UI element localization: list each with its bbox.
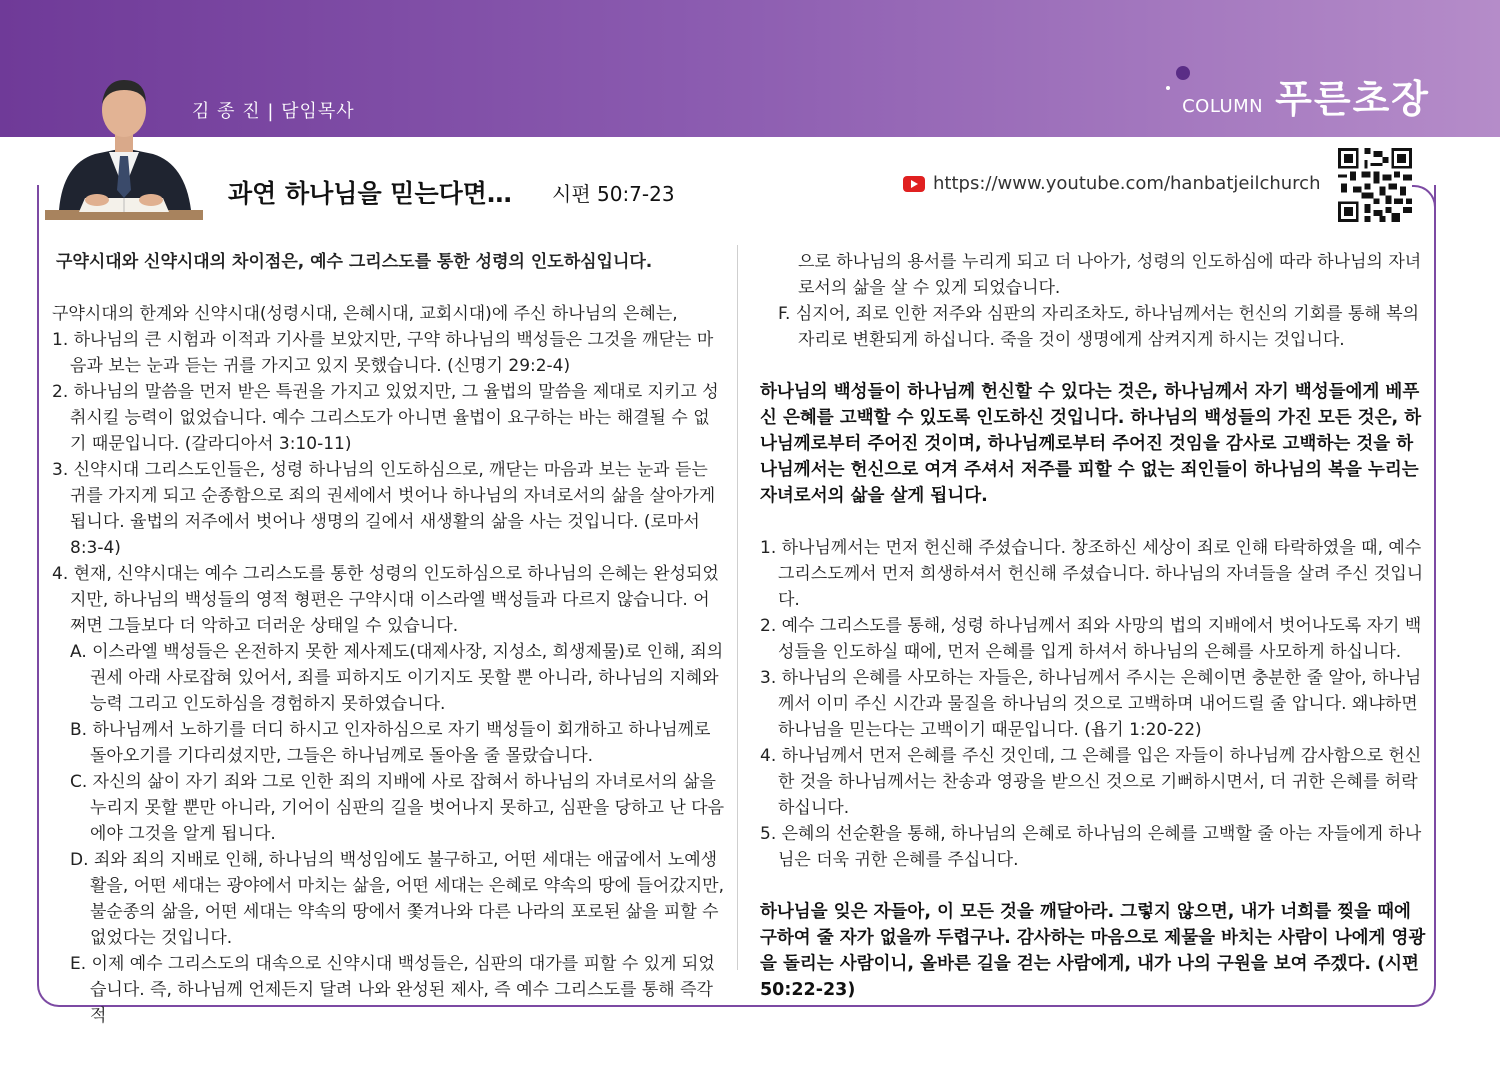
column-badge <box>1182 68 1430 123</box>
lead-sentence: 구약시대와 신약시대의 차이점은, 예수 그리스도를 통한 성령의 인도하심입니다. <box>56 252 653 272</box>
sub-list-item: E. 이제 예수 그리스도의 대속으로 신약시대 백성들은, 심판의 대가를 피할 수 있게 되었습니다. 즉, 하나님께 언제든지 달려 나와 완성된 제사, 즉 예수 그리스도를 통해 즉각적 <box>70 954 715 1026</box>
list-item: 2. 하나님의 말씀을 먼저 받은 특권을 가지고 있었지만, 그 율법의 말씀을 제대로 지키고 성취시킬 능력이 없었습니다. 예수 그리스도가 아니면 율법이 요구하는 바는 해결될 수 없기 때문입니다. (갈라디아서 3:10-11) <box>52 382 719 454</box>
youtube-url[interactable]: https://www.youtube.com/hanbatjeilchurch <box>933 173 1321 194</box>
list-item: 2. 예수 그리스도를 통해, 성령 하나님께서 죄와 사망의 법의 지배에서 벗어나도록 자기 백성들을 인도하실 때에, 먼저 은혜를 입게 하셔서 하나님의 은혜를 사모하게 하십니다. <box>760 616 1422 662</box>
scripture-reference: 시편 50:7-23 <box>552 182 675 206</box>
column-divider <box>737 245 738 970</box>
sermon-title: 과연 하나님을 믿는다면… <box>228 179 512 208</box>
list-item: 1. 하나님의 큰 시험과 이적과 기사를 보았지만, 구약 하나님의 백성들은 그것을 깨닫는 마음과 보는 눈과 듣는 귀를 가지고 있지 못했습니다. (신명기 29:2-4) <box>52 330 714 376</box>
author-name: 김 종 진 | 담임목사 <box>192 101 355 122</box>
column-label: COLUMN <box>1182 96 1264 117</box>
intro-line: 구약시대의 한계와 신약시대(성령시대, 은혜시대, 교회시대)에 주신 하나님의 은혜는, <box>52 304 678 324</box>
list-item: 4. 현재, 신약시대는 예수 그리스도를 통한 성령의 인도하심으로 하나님의 은혜는 완성되었지만, 하나님의 백성들의 영적 형편은 구약시대 이스라엘 백성들과 다르지 않습니다. 어쩌면 그들보다 더 악하고 더러운 상태일 수 있습니다. <box>52 564 719 636</box>
sub-list-item: C. 자신의 삶이 자기 죄와 그로 인한 죄의 지배에 사로 잡혀서 하나님의 자녀로서의 삶을 누리지 못할 뿐만 아니라, 기어이 심판의 길을 벗어나지 못하고, 심판을 당하고 난 다음에야 그것을 알게 됩니다. <box>70 772 725 844</box>
sub-list-item: F. 심지어, 죄로 인한 저주와 심판의 자리조차도, 하나님께서는 헌신의 기회를 통해 복의 자리로 변환되게 하십니다. 죽을 것이 생명에게 삼켜지게 하시는 것입니다. <box>778 304 1420 350</box>
list-item: 3. 하나님의 은혜를 사모하는 자들은, 하나님께서 주시는 은혜이면 충분한 줄 알아, 하나님께서 이미 주신 시간과 물질을 하나님의 것으로 고백하며 내어드릴 줄 압니다. 왜냐하면 하나님을 믿는다는 고백이기 때문입니다. (욥기 1:20-22) <box>760 668 1422 740</box>
closing-quote: 하나님을 잊은 자들아, 이 모든 것을 깨달아라. 그렇지 않으면, 내가 너희를 찢을 때에 구하여 줄 자가 없을까 두렵구나. 감사하는 마음으로 제물을 바치는 사람이 나에게 영광을 돌리는 사람이니, 올바른 길을 걷는 사람에게, 내가 나의 구원을 보여 주겠다. (시편 50:22-23) <box>760 902 1426 1000</box>
bold-paragraph: 하나님의 백성들이 하나님께 헌신할 수 있다는 것은, 하나님께서 자기 백성들에게 베푸신 은혜를 고백할 수 있도록 인도하신 것입니다. 하나님의 백성들의 가진 모든 것은, 하나님께로부터 주어진 것이며, 하나님께로부터 주어진 것임을 감사로 고백하는 것을 하나님께서는 헌신으로 여겨 주셔서 저주를 피할 수 없는 죄인들이 하나님의 복을 누리는 자녀로서의 삶을 살게 됩니다. <box>760 382 1422 506</box>
dot-icon <box>1176 66 1190 80</box>
continuation-text: 으로 하나님의 용서를 누리게 되고 더 나아가, 성령의 인도하심에 따라 하나님의 자녀로서의 삶을 살 수 있게 되었습니다. <box>798 252 1422 298</box>
column-name: 푸른초장 <box>1275 77 1430 121</box>
left-column <box>52 249 724 1029</box>
sub-list-item: A. 이스라엘 백성들은 온전하지 못한 제사제도(대제사장, 지성소, 희생제물)로 인해, 죄의 권세 아래 사로잡혀 있어서, 죄를 피하지도 이기지도 못할 뿐 아니라, 하나님의 지혜와 능력 그리고 인도하심을 경험하지 못하였습니다. <box>70 642 724 714</box>
list-item: 4. 하나님께서 먼저 은혜를 주신 것인데, 그 은혜를 입은 자들이 하나님께 감사함으로 헌신한 것을 하나님께서는 찬송과 영광을 받으신 것으로 기뻐하시면서, 더 귀한 은혜를 허락하십니다. <box>760 746 1422 818</box>
list-item: 5. 은혜의 선순환을 통해, 하나님의 은혜로 하나님의 은혜를 고백할 줄 아는 자들에게 하나님은 더욱 귀한 은혜를 주십니다. <box>760 824 1422 870</box>
sub-list-item: D. 죄와 죄의 지배로 인해, 하나님의 백성임에도 불구하고, 어떤 세대는 애굽에서 노예생활을, 어떤 세대는 광야에서 마치는 삶을, 어떤 세대는 은혜로 약속의 땅에 들어갔지만, 불순종의 삶을, 어떤 세대는 약속의 땅에서 쫓겨나와 다른 나라의 포로된 삶을 피할 수 없었다는 것입니다. <box>70 850 725 948</box>
sub-list-item: B. 하나님께서 노하기를 더디 하시고 인자하심으로 자기 백성들이 회개하고 하나님께로 돌아오기를 기다리셨지만, 그들은 하나님께로 돌아올 줄 몰랐습니다. <box>70 720 711 766</box>
list-item: 3. 신약시대 그리스도인들은, 성령 하나님의 인도하심으로, 깨닫는 마음과 보는 눈과 듣는 귀를 가지게 되고 순종함으로 죄의 권세에서 벗어나 하나님의 자녀로서의 삶을 살아가게 됩니다. 율법의 저주에서 벗어나 생명의 길에서 새생활의 삶을 사는 것입니다. (로마서 8:3-4) <box>52 460 716 558</box>
list-item: 1. 하나님께서는 먼저 헌신해 주셨습니다. 창조하신 세상이 죄로 인해 타락하였을 때, 예수 그리스도께서 먼저 희생하셔서 헌신해 주셨습니다. 하나님의 자녀들을 살려 주신 것입니다. <box>760 538 1424 610</box>
right-column <box>760 249 1430 1003</box>
